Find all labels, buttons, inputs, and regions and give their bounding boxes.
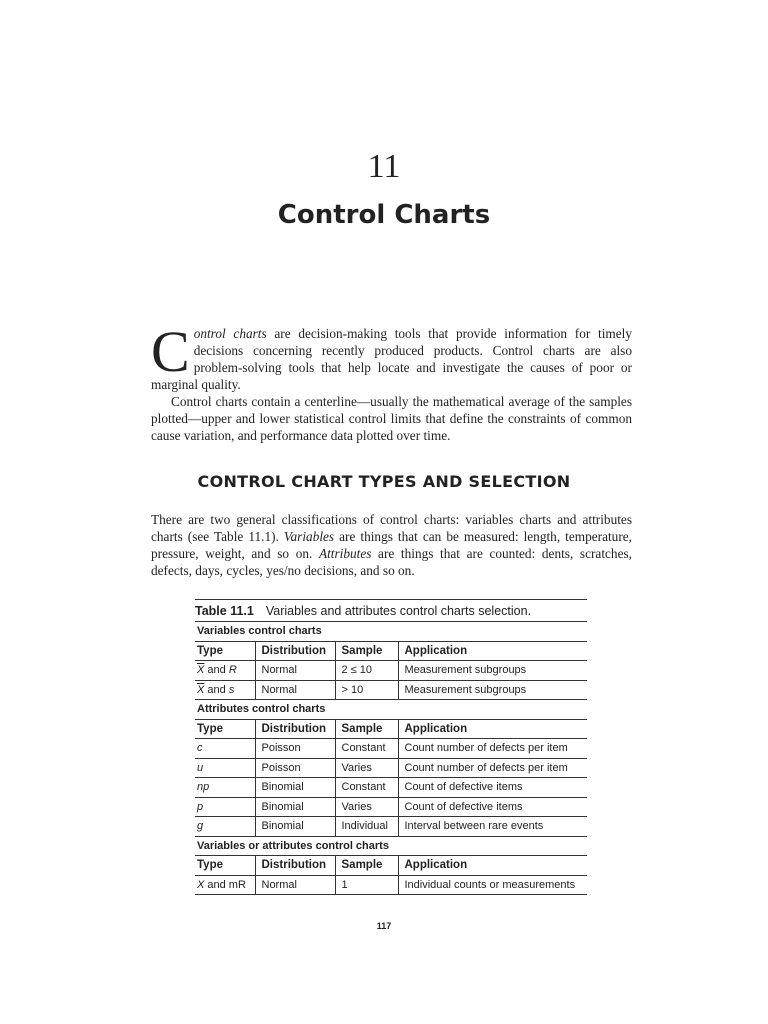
chapter-title: Control Charts bbox=[277, 200, 491, 230]
type-symbol: s bbox=[228, 683, 235, 696]
header-application: Application bbox=[398, 641, 587, 661]
column-header-row bbox=[195, 719, 587, 739]
table-row bbox=[195, 778, 587, 798]
control-chart-table bbox=[195, 599, 587, 895]
table-caption bbox=[195, 599, 587, 622]
cell-application: Count number of defects per item bbox=[398, 739, 587, 759]
table-caption-label: Table 11.1 bbox=[195, 604, 254, 618]
cell-sample: Constant bbox=[335, 739, 398, 759]
cell-application: Count number of defects per item bbox=[398, 758, 587, 778]
cell-sample: > 10 bbox=[335, 680, 398, 700]
cell-distribution: Normal bbox=[255, 875, 335, 895]
header-application: Application bbox=[398, 719, 587, 739]
table-row bbox=[195, 875, 587, 895]
cell-distribution: Poisson bbox=[255, 739, 335, 759]
cell-sample: Constant bbox=[335, 778, 398, 798]
cell-distribution: Binomial bbox=[255, 797, 335, 817]
cell-application: Measurement subgroups bbox=[398, 661, 587, 681]
type-connector: and mR bbox=[204, 878, 246, 891]
group-title: Attributes control charts bbox=[195, 700, 587, 720]
group-title: Variables or attributes control charts bbox=[195, 836, 587, 856]
section-text-part-3: are things that are counted: dents, scratches, defects, days, cycles, yes/no decisions, and so on. bbox=[151, 546, 632, 578]
attributes-term: Attributes bbox=[318, 546, 372, 561]
selection-table bbox=[195, 622, 587, 895]
cell-type bbox=[195, 661, 255, 681]
cell-distribution: Normal bbox=[255, 661, 335, 681]
section-heading: CONTROL CHART TYPES AND SELECTION bbox=[197, 472, 571, 491]
cell-sample: Varies bbox=[335, 758, 398, 778]
intro-paragraph-1 bbox=[151, 319, 632, 393]
group-header-row bbox=[195, 622, 587, 641]
cell-type: p bbox=[195, 797, 255, 817]
cell-application: Measurement subgroups bbox=[398, 680, 587, 700]
cell-distribution: Normal bbox=[255, 680, 335, 700]
cell-type: g bbox=[195, 817, 255, 837]
cell-distribution: Binomial bbox=[255, 817, 335, 837]
cell-distribution: Binomial bbox=[255, 778, 335, 798]
column-header-row bbox=[195, 641, 587, 661]
group-header-row bbox=[195, 700, 587, 720]
type-symbol: R bbox=[228, 664, 237, 677]
cell-distribution: Poisson bbox=[255, 758, 335, 778]
table-row bbox=[195, 739, 587, 759]
group-header-row bbox=[195, 836, 587, 856]
table-row bbox=[195, 661, 587, 681]
cell-application: Count of defective items bbox=[398, 797, 587, 817]
x-symbol: X bbox=[197, 878, 205, 891]
section-paragraph-text bbox=[151, 511, 632, 579]
type-connector: and bbox=[204, 683, 229, 696]
header-application: Application bbox=[398, 856, 587, 876]
cell-sample: Individual bbox=[335, 817, 398, 837]
header-sample: Sample bbox=[335, 641, 398, 661]
cell-sample: 1 bbox=[335, 875, 398, 895]
cell-application: Individual counts or measurements bbox=[398, 875, 587, 895]
group-title: Variables control charts bbox=[195, 622, 587, 641]
page-number: 117 bbox=[376, 921, 392, 931]
intro-emphasis: ontrol charts bbox=[193, 326, 267, 341]
table-row bbox=[195, 680, 587, 700]
variables-term: Variables bbox=[283, 529, 335, 544]
x-bar-symbol: $\overline{X}$ bbox=[197, 664, 205, 677]
header-sample: Sample bbox=[335, 719, 398, 739]
column-header-row bbox=[195, 856, 587, 876]
header-type: Type bbox=[195, 856, 255, 876]
section-text-part-2: are things that can be measured: length, temperature, pressure, weight, and so on. bbox=[151, 529, 632, 561]
cell-type bbox=[195, 875, 255, 895]
table-row bbox=[195, 758, 587, 778]
chapter-number: 11 bbox=[367, 148, 401, 185]
section-paragraph bbox=[151, 511, 632, 579]
cell-sample: Varies bbox=[335, 797, 398, 817]
table-caption-text: Variables and attributes control charts selection. bbox=[265, 604, 532, 618]
header-distribution: Distribution bbox=[255, 641, 335, 661]
cell-type bbox=[195, 680, 255, 700]
intro-text bbox=[151, 319, 632, 444]
cell-sample: 2 ≤ 10 bbox=[335, 661, 398, 681]
intro-paragraph-2: Control charts contain a centerline—usually the mathematical average of the samples plotted—upper and lower statistical control limits that define the constraints of common cause variation, and performance data plotted over time. bbox=[151, 394, 632, 443]
cell-type: u bbox=[195, 758, 255, 778]
dropcap-letter: C bbox=[151, 319, 190, 384]
cell-type: np bbox=[195, 778, 255, 798]
table-row bbox=[195, 817, 587, 837]
header-distribution: Distribution bbox=[255, 856, 335, 876]
cell-type: c bbox=[195, 739, 255, 759]
intro-paragraph-1-text: are decision-making tools that provide information for timely decisions concerning recently produced products. Control charts are also problem-solving tools that help locate and investigate the causes of poor or marginal quality. bbox=[151, 326, 632, 392]
section-text-part-1: There are two general classifications of control charts: variables charts and attributes charts (see Table 11.1). bbox=[151, 512, 632, 544]
header-type: Type bbox=[195, 719, 255, 739]
header-type: Type bbox=[195, 641, 255, 661]
x-bar-symbol: $\overline{X}$ bbox=[197, 683, 205, 696]
header-sample: Sample bbox=[335, 856, 398, 876]
cell-application: Count of defective items bbox=[398, 778, 587, 798]
header-distribution: Distribution bbox=[255, 719, 335, 739]
type-connector: and bbox=[204, 664, 229, 677]
cell-application: Interval between rare events bbox=[398, 817, 587, 837]
table-row bbox=[195, 797, 587, 817]
